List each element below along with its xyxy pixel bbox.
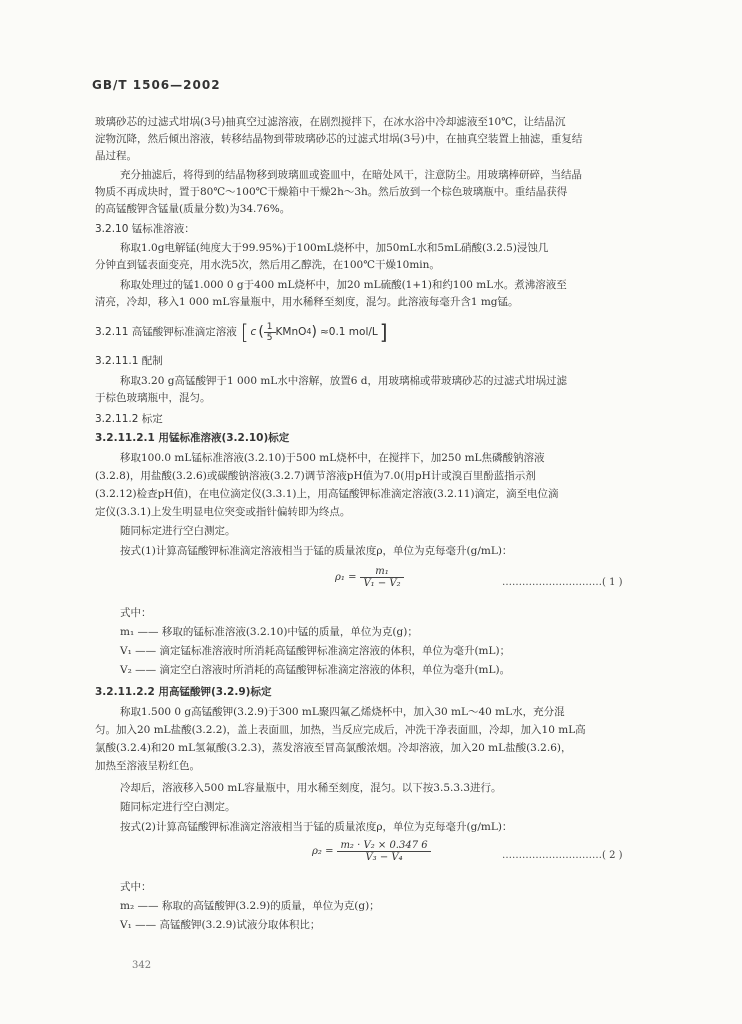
paragraph-line: 按式(2)计算高锰酸钾标准滴定溶液相当于锰的质量浓度ρ，单位为克每毫升(g/mL)： — [120, 821, 513, 833]
paren-left: ( — [258, 324, 264, 340]
paragraph-line: 玻璃砂芯的过滤式坩埚(3号)抽真空过滤溶液，在剧烈搅拌下，在冰水浴中冷却滤液至10℃，让结晶沉 — [95, 116, 566, 128]
fraction-numerator: 1 — [264, 322, 276, 333]
bracket-left: [ — [240, 320, 249, 344]
paragraph-line: 称取处理过的锰1.000 0 g于400 mL烧杯中，加20 mL硫酸(1+1)和约100 mL水。煮沸溶液至 — [120, 279, 567, 291]
paragraph-line: 称取1.0g电解锰(纯度大于99.95%)于100mL烧杯中，加50mL水和5mL硝酸(3.2.5)浸蚀几 — [120, 242, 549, 254]
section-heading-3-2-11 — [95, 318, 388, 346]
paragraph-line: 匀。加入20 mL盐酸(3.2.2)，盖上表面皿，加热，当反应完成后，冲洗干净表面皿，冷却，加入10 mL高 — [95, 724, 586, 736]
eq1-lhs: ρ₁ = — [335, 572, 357, 583]
paragraph-line: 按式(1)计算高锰酸钾标准滴定溶液相当于锰的质量浓度ρ，单位为克每毫升(g/mL)： — [120, 545, 513, 557]
variable-definition: V₁ —— 高锰酸钾(3.2.9)试液分取体积比； — [120, 919, 321, 931]
equation-number-2: …………………………( 2 ) — [502, 850, 623, 861]
paragraph-line: 物质不再成块时，置于80℃～100℃干燥箱中干燥2h～3h。然后放到一个棕色玻璃瓶中。重结晶获得 — [95, 186, 568, 198]
paragraph-line: 氯酸(3.2.4)和20 mL氢氟酸(3.2.3)，蒸发溶液至冒高氯酸浓烟。冷却溶液，加入20 mL盐酸(3.2.6)， — [95, 742, 572, 754]
where-label: 式中： — [120, 881, 152, 893]
eq1-numerator: m₁ — [360, 566, 403, 578]
fraction-denominator: 5 — [266, 332, 273, 343]
paragraph-line: 随同标定进行空白测定。 — [120, 525, 236, 537]
paragraph-line: 加热至溶液呈粉红色。 — [95, 760, 200, 772]
formula-subscript: 4 — [306, 327, 312, 336]
eq1-fraction — [360, 566, 403, 589]
paragraph-line: 淀物沉降，然后倾出溶液，转移结晶物到带玻璃砂芯的过滤式坩埚(3号)中，在抽真空装置上抽滤，重复结 — [95, 133, 583, 145]
eq1-denominator: V₁ − V₂ — [363, 578, 401, 589]
paragraph-line: 称取1.500 0 g高锰酸钾(3.2.9)于300 mL聚四氟乙烯烧杯中，加入30 mL～40 mL水，充分混 — [120, 706, 565, 718]
paragraph-line: 移取100.0 mL锰标准溶液(3.2.10)于500 mL烧杯中，在搅拌下，加250 mL焦磷酸钠溶液 — [120, 452, 545, 464]
section-heading-3-2-11-2: 3.2.11.2 标定 — [95, 413, 163, 425]
paragraph-line: 晶过程。 — [95, 150, 137, 162]
bracket-right: ] — [379, 320, 388, 344]
section-heading-3-2-11-2-2: 3.2.11.2.2 用高锰酸钾(3.2.9)标定 — [95, 686, 272, 698]
variable-definition: m₂ —— 称取的高锰酸钾(3.2.9)的质量，单位为克(g)； — [120, 900, 380, 912]
variable-definition: m₁ —— 移取的锰标准溶液(3.2.10)中锰的质量，单位为克(g)； — [120, 626, 418, 638]
page-number: 342 — [132, 960, 152, 971]
variable-definition: V₂ —— 滴定空白溶液时所消耗的高锰酸钾标准滴定溶液的体积，单位为毫升(mL)。 — [120, 664, 511, 676]
where-label: 式中： — [120, 607, 152, 619]
fraction — [264, 322, 276, 343]
eq2-numerator: m₂ · V₂ × 0.347 6 — [337, 840, 430, 852]
variable-definition: V₁ —— 滴定锰标准溶液时所消耗高锰酸钾标准滴定溶液的体积，单位为毫升(mL)； — [120, 645, 511, 657]
paragraph-line: (3.2.12)检查pH值)，在电位滴定仪(3.3.1)上，用高锰酸钾标准滴定溶液(3.2.11)滴定，滴至电位滴 — [95, 488, 559, 500]
paragraph-line: 定仪(3.3.1)上发生明显电位突变或指针偏转即为终点。 — [95, 506, 351, 518]
paragraph-line: 分钟直到锰表面变亮，用水洗5次，然后用乙醇洗，在100℃干燥10min。 — [95, 259, 440, 271]
section-heading-3-2-11-2-1: 3.2.11.2.1 用锰标准溶液(3.2.10)标定 — [95, 432, 290, 444]
section-heading-3-2-11-1: 3.2.11.1 配制 — [95, 355, 163, 367]
paragraph-line: 冷却后，溶液移入500 mL容量瓶中，用水稀至刻度，混匀。以下按3.5.3.3进行。 — [120, 782, 502, 794]
conc-value: ≈0.1 mol/L — [319, 326, 378, 338]
paragraph-line: 于棕色玻璃瓶中，混匀。 — [95, 392, 211, 404]
paragraph-line: 的高锰酸钾含锰量(质量分数)为34.76%。 — [95, 203, 291, 215]
eq2-lhs: ρ₂ = — [312, 846, 334, 857]
paren-right: ) — [311, 324, 317, 340]
paragraph-line: 清亮，冷却，移入1 000 mL容量瓶中，用水稀释至刻度，混匀。此溶液每毫升含1 mg锰。 — [95, 296, 519, 308]
standard-header: GB/T 1506—2002 — [92, 78, 221, 92]
paragraph-line: 充分抽滤后，将得到的结晶物移到玻璃皿或瓷皿中，在暗处风干，注意防尘。用玻璃棒研碎，当结晶 — [120, 169, 582, 181]
formula: KMnO — [275, 326, 307, 338]
eq2-denominator: V₃ − V₄ — [365, 852, 403, 863]
heading-text: 3.2.11 高锰酸钾标准滴定溶液 — [95, 326, 237, 338]
paragraph-line: (3.2.8)，用盐酸(3.2.6)或碳酸钠溶液(3.2.7)调节溶液pH值为7.0(用pH计或溴百里酚蓝指示剂 — [95, 470, 536, 482]
conc-symbol: c — [250, 326, 257, 338]
section-heading-3-2-10: 3.2.10 锰标准溶液： — [95, 223, 195, 235]
eq2-fraction — [337, 840, 430, 863]
equation-1 — [335, 566, 404, 589]
equation-2 — [312, 840, 431, 863]
paragraph-line: 随同标定进行空白测定。 — [120, 801, 236, 813]
paragraph-line: 称取3.20 g高锰酸钾于1 000 mL水中溶解，放置6 d，用玻璃棉或带玻璃砂芯的过滤式坩埚过滤 — [120, 375, 568, 387]
equation-number-1: …………………………( 1 ) — [502, 577, 623, 588]
